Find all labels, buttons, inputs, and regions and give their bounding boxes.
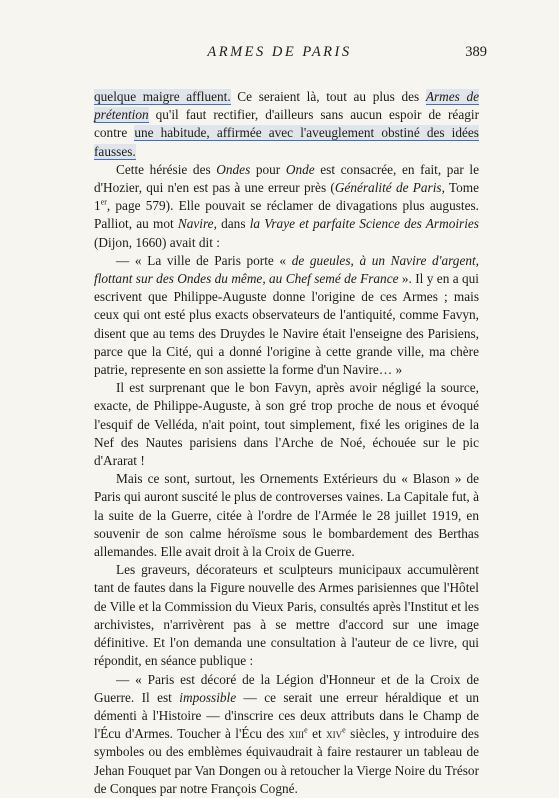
- text-run: e: [304, 725, 308, 735]
- page-number: 389: [465, 44, 487, 60]
- italic-text: impossible: [179, 689, 237, 705]
- text-run: Mais ce sont, surtout, les Ornements Extérieurs du « Blason » de Paris qui auront suscité le plus de controverses vaines. La Capitale fut, à la suite de la Guerre, citée à l'ordre de l'Armée le 28 juillet 1919, en souvenir de son calme héroïsme sous le bombardement des Berthas allemandes. Elle avait droit à la Croix de Guerre.: [94, 471, 479, 560]
- text-run: qu'il faut rectifier, d'ailleurs sans aucun espoir de réagir contre: [94, 107, 479, 141]
- text-run: ». Il y en a qui escrivent que Philippe-Auguste donne l'origine de ces Armes ; mais ceux qui ont esté plus exacts observateurs de l'antiquité, comme Favyn, disent que au tems des Druydes le Navire était l'enseigne des Parisiens, parce que la Cité, qui a donné l'origine à cette grande ville, ma chère patrie, represente en son assiette la forme d'un Navire… »: [94, 271, 479, 378]
- paragraph: [94, 470, 479, 561]
- paragraph: [94, 379, 479, 470]
- text-run: Ce seraient là, tout au plus des: [230, 89, 426, 104]
- text-run: (Dijon, 1660) avait dit :: [94, 234, 220, 250]
- text-run: er: [100, 197, 107, 207]
- highlighted-text: quelque maigre affluent.: [94, 89, 231, 104]
- running-title: ARMES DE PARIS: [207, 44, 352, 60]
- text-run: — « La ville de Paris porte «: [116, 252, 292, 268]
- quotation-paragraph: [94, 671, 479, 798]
- quotation-paragraph: [94, 252, 479, 379]
- text-run: Tome 1: [94, 180, 480, 214]
- italic-text: de gueules, à un Navire d'argent, flottant sur des Ondes du même, au Chef semé de France: [94, 252, 480, 287]
- text-run: Il est surprenant que le bon Favyn, après avoir négligé la source, exacte, de Philippe-Auguste, à son gré trop proche de nous et évoqué l'esquif de Velléda, n'ait point, tout simplement, fixé les origines de la Nef des Nautes parisiens dans l'Arche de Noé, échouée sur le pic d'Ararat !: [94, 380, 479, 469]
- text-run: xiv: [326, 726, 343, 742]
- italic-text: Ondes: [216, 161, 251, 177]
- text-run: e: [342, 725, 346, 735]
- text-run: — ce serait une erreur héraldique et un démenti à l'Histoire — d'inscrire ces deux attributs dans le Champ de l'Écu d'Armes. Toucher à l'Écu des: [94, 689, 479, 742]
- text-run: est consacrée, en fait, par le d'Hozier, qui n'en est pas à une erreur près (: [94, 161, 479, 196]
- text-run: siècles, y introduire des symboles ou des emblèmes équivaudrait à faire restaurer un tableau de Jehan Fouquet par Van Dongen ou à retoucher la Vierge Noire du Trésor de Conques par notre François Cogné.: [94, 726, 480, 796]
- italic-text: Généralité de Paris,: [334, 180, 445, 196]
- highlighted-text: Armes de prétention: [94, 89, 479, 123]
- italic-text: Navire,: [177, 216, 217, 232]
- paragraph: [94, 161, 479, 252]
- body-text: [94, 88, 479, 798]
- text-run: pour: [250, 161, 286, 177]
- text-run: xiii: [288, 726, 305, 742]
- paragraph: [94, 561, 479, 670]
- highlighted-text: une habitude, affirmée avec l'aveuglement obstiné des idées fausses.: [94, 125, 479, 159]
- italic-text: Onde: [285, 161, 315, 177]
- paragraph: [94, 88, 479, 161]
- text-run: dans: [216, 216, 250, 232]
- text-run: — « Paris est décoré de la Légion d'Honneur et de la Croix de Guerre. Il est: [94, 671, 479, 705]
- text-run: , page 579). Elle pouvait se réclamer de divagations plus augustes. Palliot, au mot: [94, 198, 479, 232]
- text-run: Cette hérésie des: [116, 161, 217, 177]
- italic-text: la Vraye et parfaite Science des Armoiries: [249, 216, 479, 232]
- page-header: [0, 44, 559, 66]
- text-run: Les graveurs, décorateurs et sculpteurs municipaux accumulèrent tant de fautes dans la Figure nouvelle des Armes parisiennes que l'Hôtel de Ville et la Commission du Vieux Paris, consultés après l'Institut et les archivistes, n'arrivèrent pas à se mettre d'accord sur une image définitive. Et l'on demanda une consultation à l'auteur de ce livre, qui répondit, en séance publique :: [94, 562, 479, 669]
- text-run: et: [307, 726, 327, 742]
